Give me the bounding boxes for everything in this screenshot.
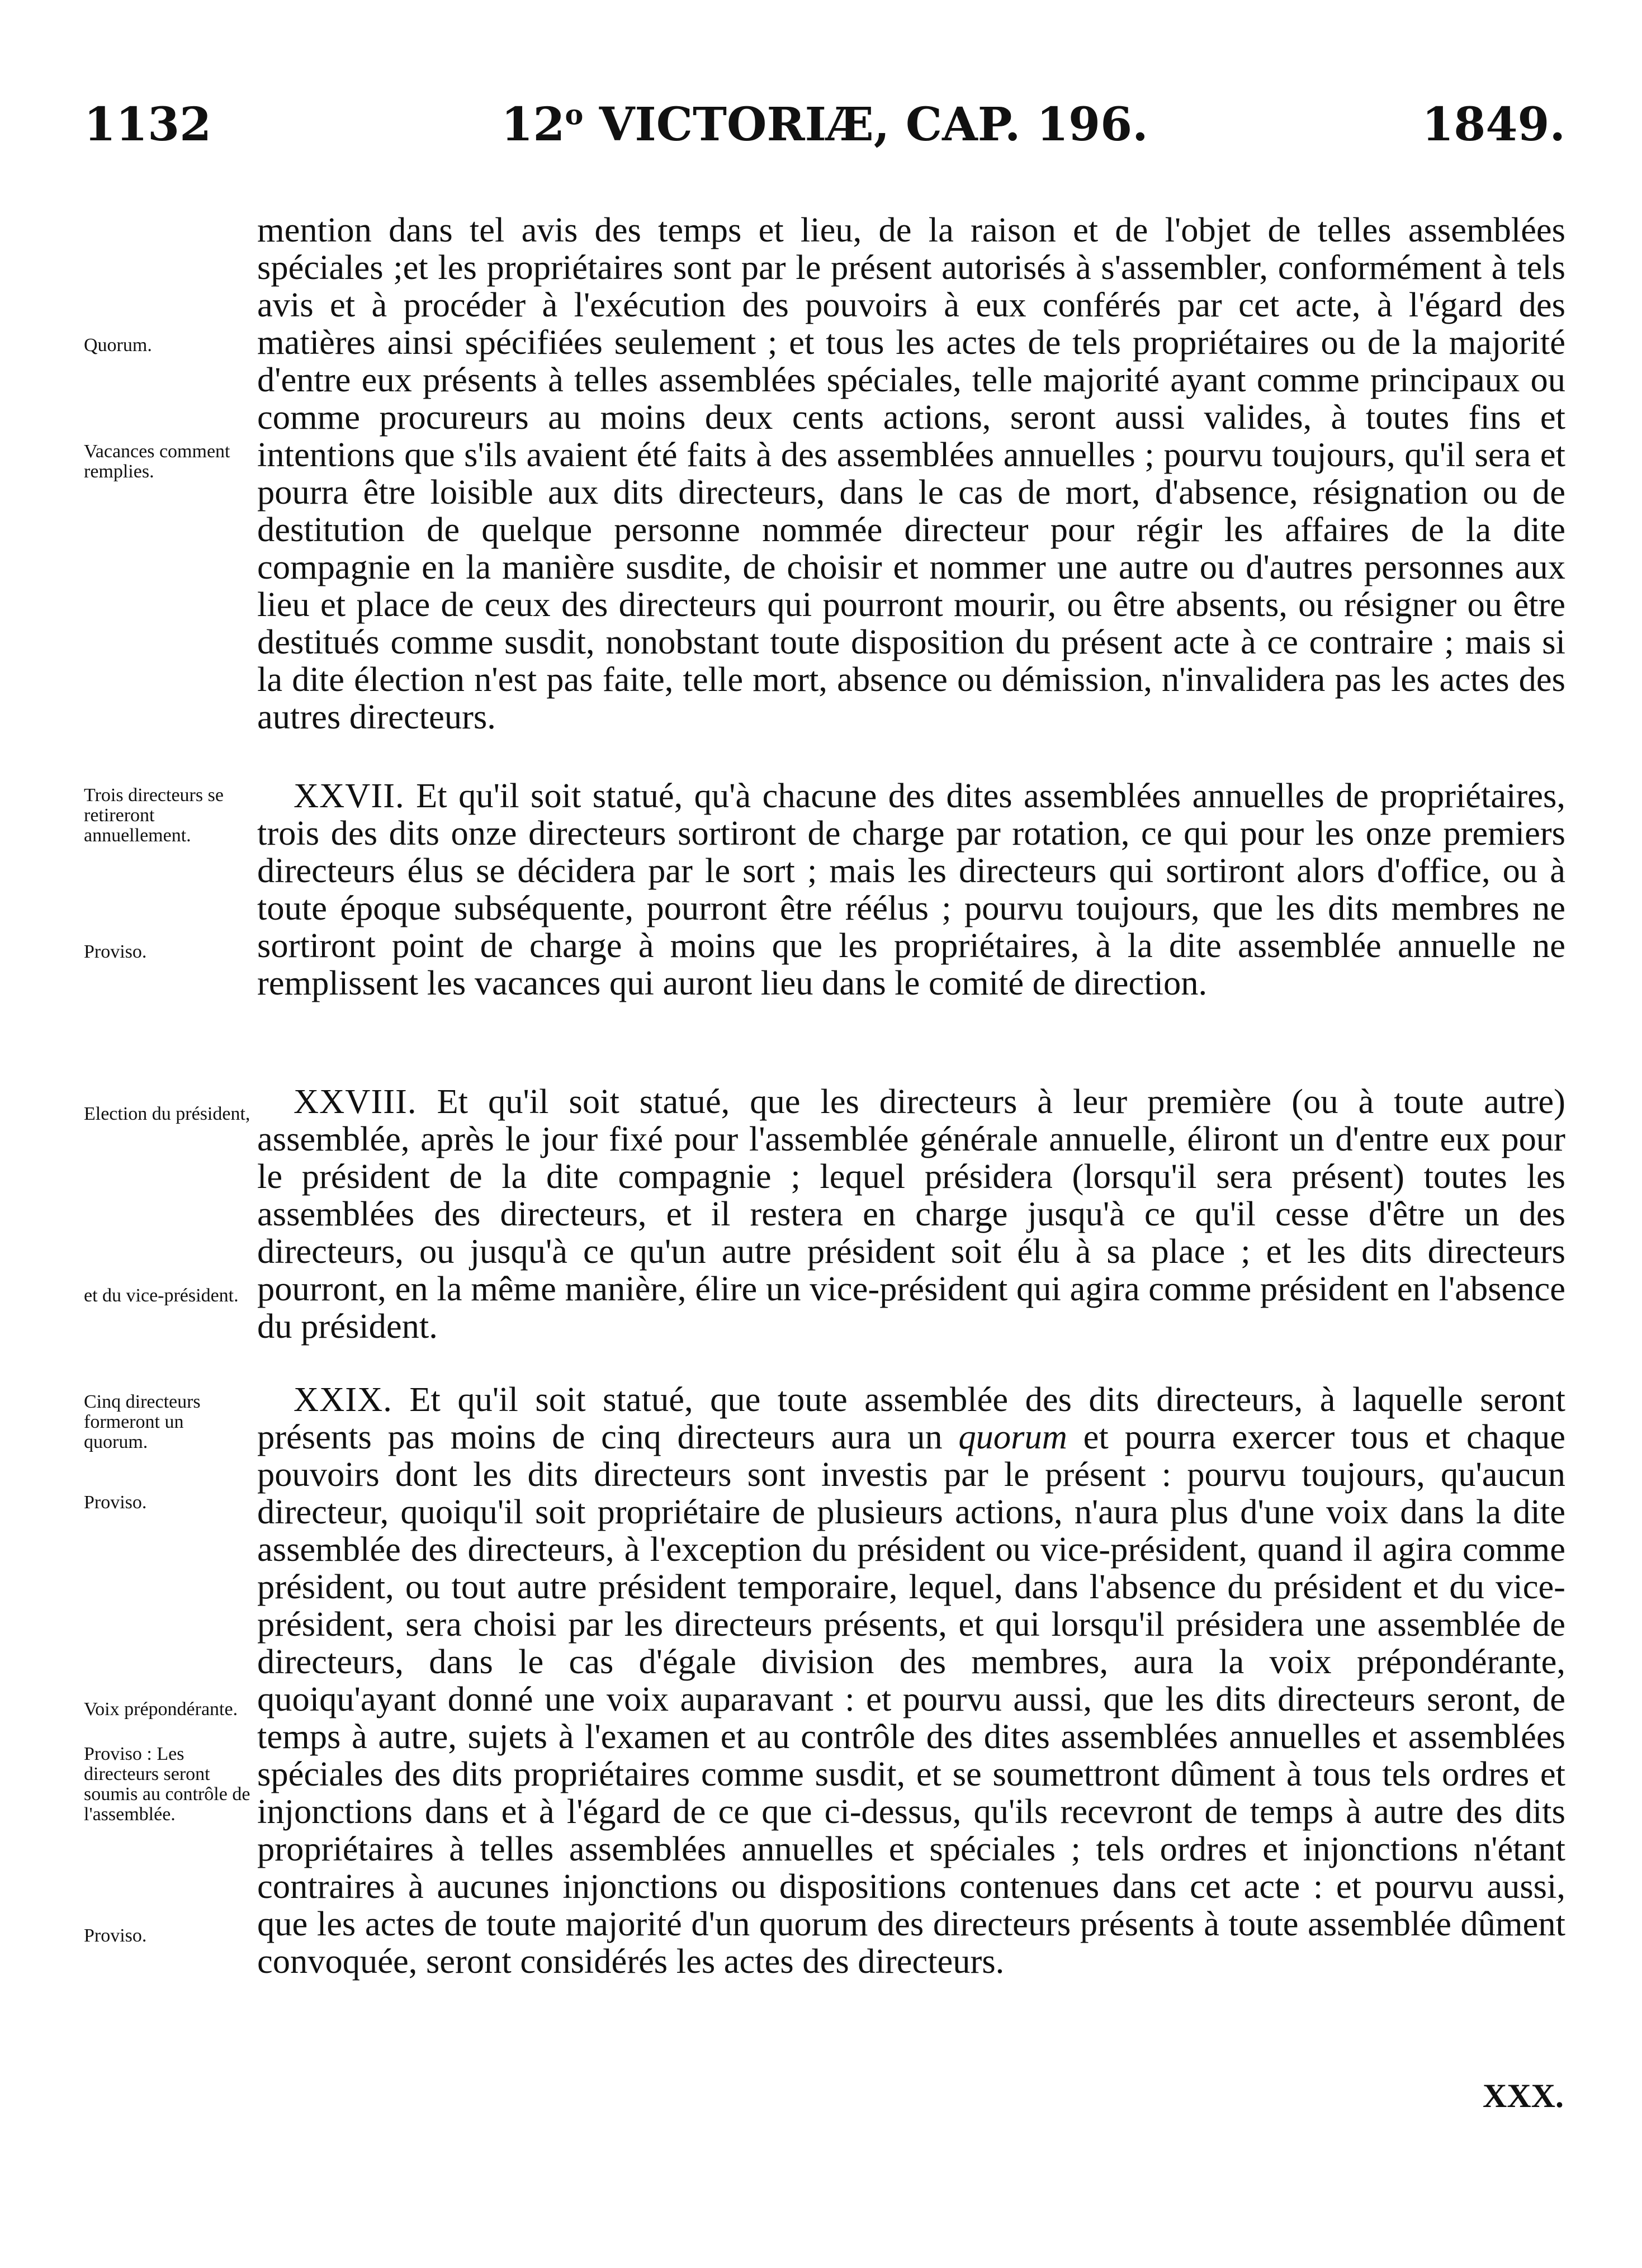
section-number-xxvii: XXVII. xyxy=(294,776,405,815)
running-title xyxy=(84,98,1565,151)
title-number: 12 xyxy=(501,98,565,151)
page-number: 1132 xyxy=(84,98,212,151)
paragraph-xxvii xyxy=(257,777,1565,1002)
margin-note-proviso-4: Proviso. xyxy=(84,1925,147,1946)
year: 1849. xyxy=(1422,98,1565,151)
margin-note-proviso-1: Proviso. xyxy=(84,941,147,962)
margin-note-cinq-directeurs: Cinq directeurs formeront un quorum. xyxy=(84,1391,201,1452)
margin-note-proviso-2: Proviso. xyxy=(84,1492,147,1513)
paragraph-xxix xyxy=(257,1381,1565,1980)
section-text-xxix-b: et pourra exercer tous et chaque pouvoirs dont les dits directeurs sont investis par le présent : pourvu toujours, qu'aucun directeur, quoiqu'il soit propriétaire de plusieurs actions, n'aura plus d'une voix dans la dite assemblée des directeurs, à l'exception du président ou vice-président, quand il agira comme président, ou tout autre président temporaire, lequel, dans l'absence du président et du vice-président, sera choisi par les directeurs présents, et qui lorsqu'il présidera une assemblée de directeurs, dans le cas d'égale division des membres, aura la voix prépondérante, quoiqu'ayant donné une voix auparavant : et pourvu aussi, que les dits directeurs seront, de temps à autre, sujets à l'examen et au contrôle des dites assemblées annuelles et assemblées spéciales des dits propriétaires comme susdit, et se soumettront dûment à tous tels ordres et injonctions dans et à l'égard de ce que ci-dessus, qu'ils recevront de temps à autre des dits propriétaires à telles assemblées annuelles et spéciales ; tels ordres et injonctions n'étant contraires à aucunes injonctions ou dispositions contenues dans cet acte : et pourvu aussi, que les actes de toute majorité d'un quorum des directeurs présents à toute assemblée dûment convoquée, seront considérés les actes des directeurs. xyxy=(257,1417,1565,1981)
title-superscript: o xyxy=(565,98,584,131)
margin-note-proviso-3: Proviso : Les directeurs seront soumis au contrôle de l'assemblée. xyxy=(84,1744,250,1825)
quorum-italic: quorum xyxy=(958,1417,1067,1456)
section-xxvii xyxy=(257,777,1565,1002)
section-text-xxviii: Et qu'il soit statué, que les directeurs à leur première (ou à toute autre) assemblée, après le jour fixé pour l'assemblée générale annuelle, éliront un d'entre eux pour le président de la dite compagnie ; lequel présidera (lorsqu'il sera présent) toutes les assemblées des directeurs, et il restera en charge jusqu'à ce qu'il cesse d'être un des directeurs, ou jusqu'à ce qu'un autre président soit élu à sa place ; et les dits directeurs pourront, en la même manière, élire un vice-président qui agira comme président en l'absence du président. xyxy=(257,1082,1565,1346)
section-continuation xyxy=(257,211,1565,736)
margin-note-election: Election du président, xyxy=(84,1104,250,1124)
title-text: VICTORIÆ, CAP. 196. xyxy=(583,98,1148,151)
section-xxix xyxy=(257,1381,1565,1980)
section-text-xxix-a: Et qu'il soit statué, que toute assemblée des dits directeurs, à laquelle seront présents pas moins de cinq directeurs aura un xyxy=(257,1380,1565,1456)
paragraph-continuation: mention dans tel avis des temps et lieu, de la raison et de l'objet de telles assemblées spéciales ;et les propriétaires sont par le présent autorisés à s'assembler, conformément à tels avis et à procéder à l'exécution des pouvoirs à eux conférés par cet acte, à l'égard des matières ainsi spécifiées seulement ; et tous les actes de tels propriétaires ou de la majorité d'entre eux présents à telles assemblées spéciales, telle majorité ayant comme principaux ou comme procureurs au moins deux cents actions, seront aussi valides, à toutes fins et intentions que s'ils avaient été faits à des assemblées annuelles ; pourvu toujours, qu'il sera et pourra être loisible aux dits directeurs, dans le cas de mort, d'absence, résignation ou de destitution de quelque personne nommée directeur pour régir les affaires de la dite compagnie en la manière susdite, de choisir et nommer une autre ou d'autres personnes aux lieu et place de ceux des directeurs qui pourront mourir, ou être absents, ou résigner ou être destitués comme susdit, nonobstant toute disposition du présent acte à ce contraire ; mais si la dite élection n'est pas faite, telle mort, absence ou démission, n'invalidera pas les actes des autres directeurs. xyxy=(257,210,1565,736)
paragraph-xxviii xyxy=(257,1083,1565,1345)
margin-note-vice-president: et du vice-président. xyxy=(84,1285,239,1306)
running-header xyxy=(84,98,1565,165)
margin-note-trois-directeurs: Trois directeurs se retireront annuellement. xyxy=(84,785,224,846)
catchword: XXX. xyxy=(1483,2077,1564,2114)
section-number-xxviii: XXVIII. xyxy=(294,1082,417,1121)
margin-note-quorum: Quorum. xyxy=(84,335,152,356)
section-xxviii xyxy=(257,1083,1565,1345)
margin-note-voix-preponderante: Voix prépondérante. xyxy=(84,1699,238,1720)
margin-note-vacances: Vacances comment remplies. xyxy=(84,441,230,482)
section-number-xxix: XXIX. xyxy=(294,1380,392,1419)
section-text-xxvii: Et qu'il soit statué, qu'à chacune des dites assemblées annuelles de propriétaires, trois des dits onze directeurs sortiront de charge par rotation, ce qui pour les onze premiers directeurs élus se décidera par le sort ; mais les directeurs qui sortiront alors d'office, ou à toute époque subséquente, pourront être réélus ; pourvu toujours, que les dits membres ne sortiront point de charge à moins que les propriétaires, à la dite assemblée annuelle ne remplissent les vacances qui auront lieu dans le comité de direction. xyxy=(257,776,1565,1002)
